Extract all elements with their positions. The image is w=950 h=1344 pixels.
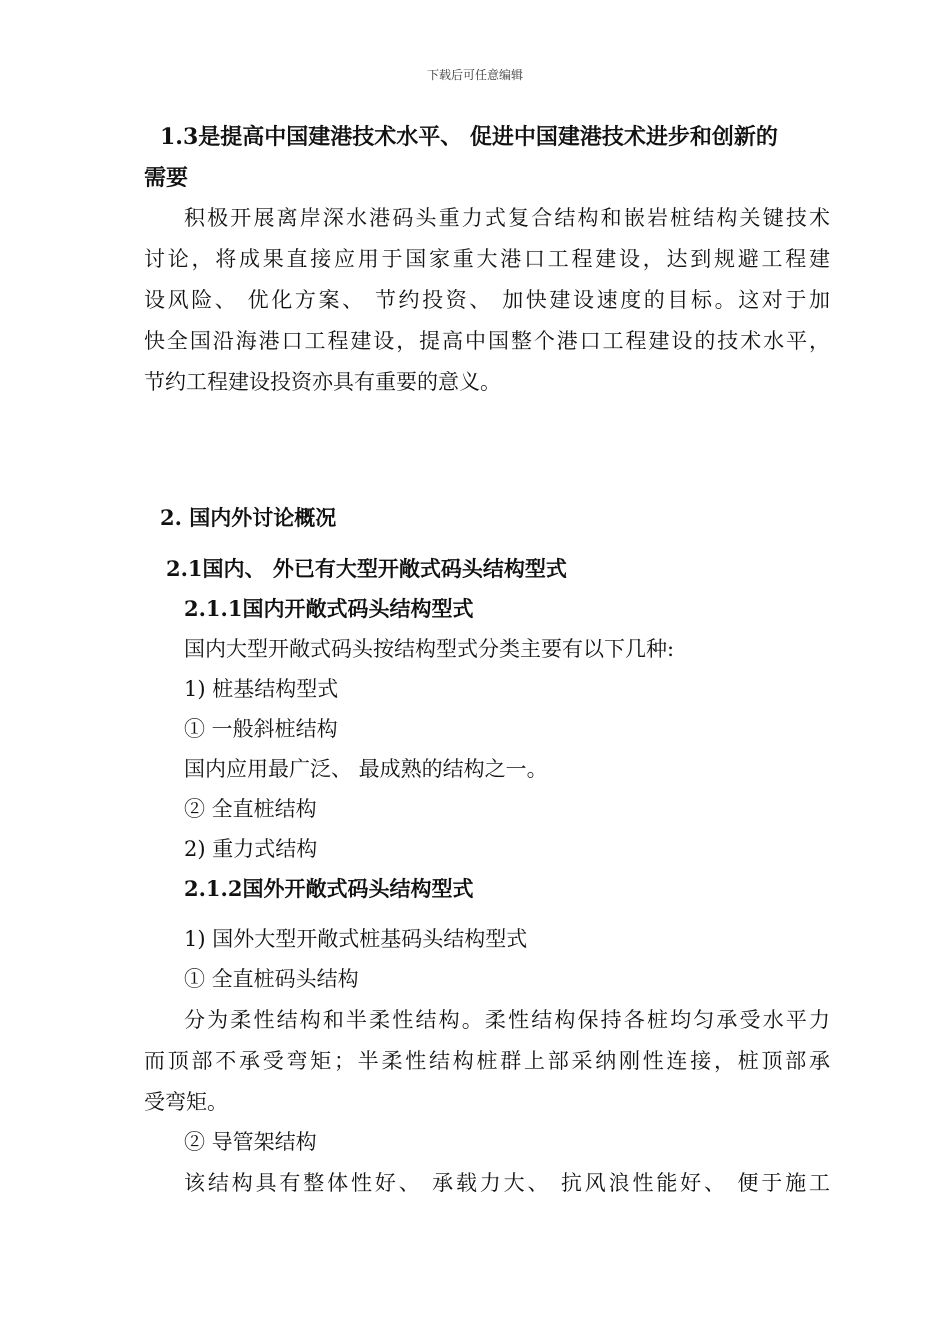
paragraph-line: 分为柔性结构和半柔性结构。柔性结构保持各桩均匀承受水平力 bbox=[184, 1008, 830, 1032]
paragraph-line: 节约工程建设投资亦具有重要的意义。 bbox=[144, 370, 501, 394]
paragraph-line: 讨论，将成果直接应用于国家重大港口工程建设，达到规避工程建 bbox=[144, 247, 830, 271]
paragraph-line: 设风险、 优化方案、 节约投资、 加快建设速度的目标。这对于加 bbox=[144, 288, 830, 312]
section-2-title: 2. 国内外讨论概况 bbox=[160, 505, 337, 530]
paragraph-line: 积极开展离岸深水港码头重力式复合结构和嵌岩桩结构关键技术 bbox=[184, 206, 830, 230]
list-line: ① 一般斜桩结构 bbox=[184, 717, 338, 741]
list-line: 国内大型开敞式码头按结构型式分类主要有以下几种: bbox=[184, 637, 675, 661]
section-1-3-title-line1: 1.3是提高中国建港技术水平、 促进中国建港技术进步和创新的 bbox=[160, 124, 778, 150]
paragraph-line: 快全国沿海港口工程建设，提高中国整个港口工程建设的技术水平， bbox=[144, 329, 830, 353]
list-line: ① 全直桩码头结构 bbox=[184, 967, 359, 991]
list-line: 国内应用最广泛、 最成熟的结构之一。 bbox=[184, 757, 548, 781]
list-line: 1) 国外大型开敞式桩基码头结构型式 bbox=[184, 927, 528, 951]
list-line: 1) 桩基结构型式 bbox=[184, 677, 339, 701]
section-1-3-title-line2: 需要 bbox=[144, 165, 189, 191]
paragraph-line: 受弯矩。 bbox=[144, 1090, 228, 1114]
paragraph-line: 该结构具有整体性好、 承载力大、 抗风浪性能好、 便于施工 bbox=[184, 1171, 830, 1195]
paragraph-line: 而顶部不承受弯矩；半柔性结构桩群上部采纳刚性连接，桩顶部承 bbox=[144, 1049, 830, 1073]
list-line: ② 导管架结构 bbox=[184, 1130, 317, 1154]
page-header: 下载后可任意编辑 bbox=[426, 68, 523, 82]
section-2-1-title: 2.1国内、 外已有大型开敞式码头结构型式 bbox=[166, 556, 567, 581]
section-2-1-2-title: 2.1.2国外开敞式码头结构型式 bbox=[184, 876, 474, 901]
list-line: 2) 重力式结构 bbox=[184, 837, 318, 861]
section-2-1-1-title: 2.1.1国内开敞式码头结构型式 bbox=[184, 596, 474, 621]
list-line: ② 全直桩结构 bbox=[184, 797, 317, 821]
